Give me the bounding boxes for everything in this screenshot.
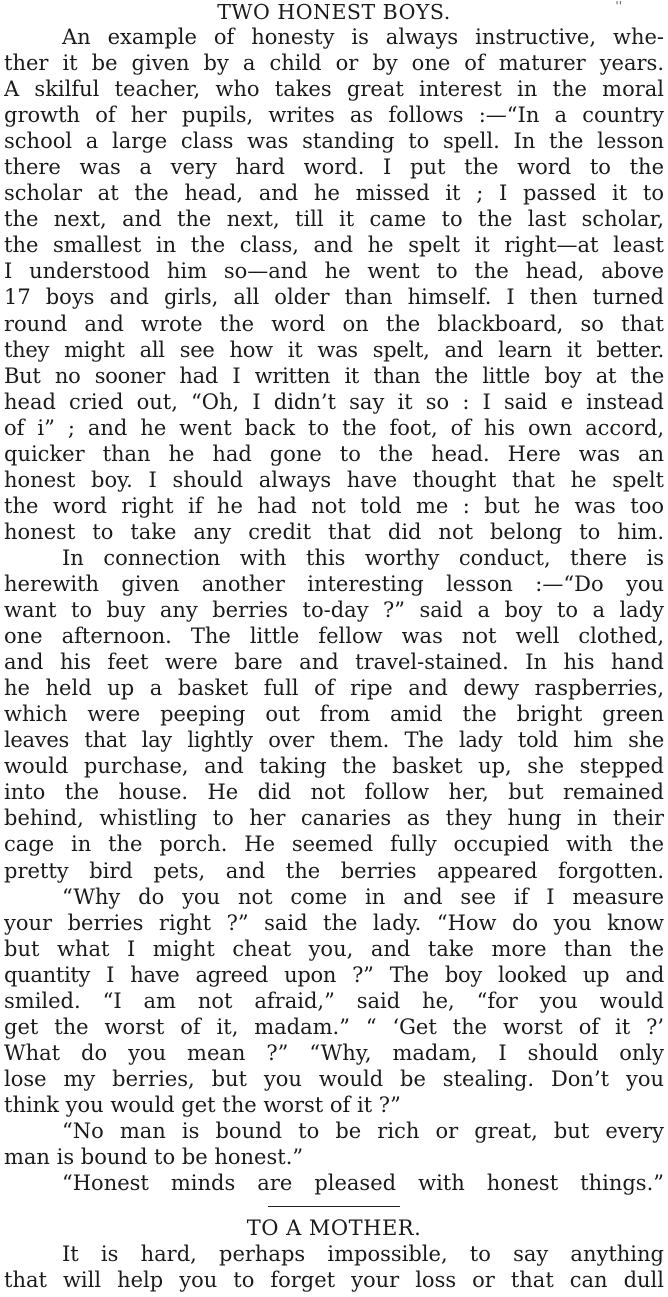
paragraph-1	[0, 1241, 668, 1293]
text-line: quantity I have agreed upon ?” The boy looked up and	[4, 962, 664, 987]
text-line: your berries right ?” said the lady. “How do you know	[4, 910, 664, 935]
text-line: herewith given another interesting lesson :—“Do you	[4, 571, 664, 596]
text-line: but what I might cheat you, and take more than the	[4, 936, 664, 961]
text-line: honest boy. I should always have thought that he spelt	[4, 467, 664, 492]
text-line: ther it be given by a child or by one of maturer years.	[4, 51, 664, 76]
text-line: that will help you to forget your loss or that can dull	[4, 1268, 664, 1293]
text-line: “Why do you not come in and see if I measure	[62, 884, 664, 909]
text-line: would purchase, and taking the basket up, she stepped	[4, 754, 664, 779]
text-line: think you would get the worst of it ?”	[4, 1092, 401, 1117]
corner-mark: ''	[615, 0, 622, 13]
text-line: lose my berries, but you would be stealing. Don’t you	[4, 1066, 664, 1091]
text-line: man is bound to be honest.”	[4, 1145, 304, 1170]
text-line: In connection with this worthy conduct, there is	[62, 545, 664, 570]
text-line: of i” ; and he went back to the foot, of his own accord,	[4, 415, 664, 440]
text-line: quicker than he had gone to the head. Here was an	[4, 441, 664, 466]
article-to-a-mother	[0, 1241, 668, 1293]
text-line: But no sooner had I written it than the little boy at the	[4, 363, 664, 388]
text-line: which were peeping out from amid the bright green	[4, 702, 664, 727]
text-line: 17 boys and girls, all older than himself. I then turned	[4, 285, 664, 310]
text-line: pretty bird pets, and the berries appeared forgotten.	[4, 858, 664, 883]
text-line: honest to take any credit that did not belong to him.	[4, 519, 664, 544]
text-line: the word right if he had not told me : but he was too	[4, 493, 664, 518]
text-line: head cried out, “Oh, I didn’t say it so : I said e instead	[4, 389, 664, 414]
section-divider	[268, 1206, 400, 1207]
text-line: want to buy any berries to-day ?” said a boy to a lady	[4, 598, 664, 623]
text-line: there was a very hard word. I put the word to the	[4, 155, 664, 180]
text-line: get the worst of it, madam.” “ ‘Get the worst of it ?’	[4, 1014, 664, 1039]
article-title-to-a-mother: TO A MOTHER.	[246, 1216, 422, 1241]
text-line: An example of honesty is always instructive, whe-	[62, 25, 664, 49]
text-line: I understood him so—and he went to the head, above	[4, 259, 664, 284]
text-line: the smallest in the class, and he spelt it right—at least	[4, 233, 664, 258]
text-line: and his feet were bare and travel-stained. In his hand	[4, 650, 664, 675]
article-two-honest-boys	[0, 24, 668, 1196]
text-line: into the house. He did not follow her, but remained	[4, 780, 664, 805]
paragraph-2	[0, 545, 668, 884]
text-line: school a large class was standing to spell. In the lesson	[4, 129, 664, 154]
text-line: A skilful teacher, who takes great interest in the moral	[4, 77, 664, 102]
text-line: the next, and the next, till it came to the last scholar,	[4, 207, 664, 232]
text-line: one afternoon. The little fellow was not well clothed,	[4, 624, 664, 649]
paragraph-5	[0, 1170, 668, 1196]
text-line: What do you mean ?” “Why, madam, I should only	[4, 1040, 664, 1065]
text-line: scholar at the head, and he missed it ; I passed it to	[4, 181, 664, 206]
text-line: cage in the porch. He seemed fully occupied with the	[4, 832, 664, 857]
article-title-two-honest-boys: TWO HONEST BOYS.	[217, 0, 451, 24]
text-line: behind, whistling to her canaries as they hung in their	[4, 806, 664, 831]
paragraph-3	[0, 884, 668, 1118]
text-line: It is hard, perhaps impossible, to say anything	[62, 1242, 664, 1267]
text-line: he held up a basket full of ripe and dewy raspberries,	[4, 676, 664, 701]
text-line: “Honest minds are pleased with honest things.”	[62, 1171, 664, 1196]
text-line: smiled. “I am not afraid,” said he, “for you would	[4, 988, 664, 1013]
text-line: “No man is bound to be rich or great, but every	[62, 1118, 664, 1143]
text-line: they might all see how it was spelt, and learn it better.	[4, 337, 664, 362]
paragraph-4	[0, 1118, 668, 1170]
text-line: round and wrote the word on the blackboard, so that	[4, 311, 664, 336]
text-line: leaves that lay lightly over them. The lady told him she	[4, 728, 664, 753]
paragraph-1	[0, 24, 668, 545]
text-line: growth of her pupils, writes as follows :—“In a country	[4, 103, 664, 128]
